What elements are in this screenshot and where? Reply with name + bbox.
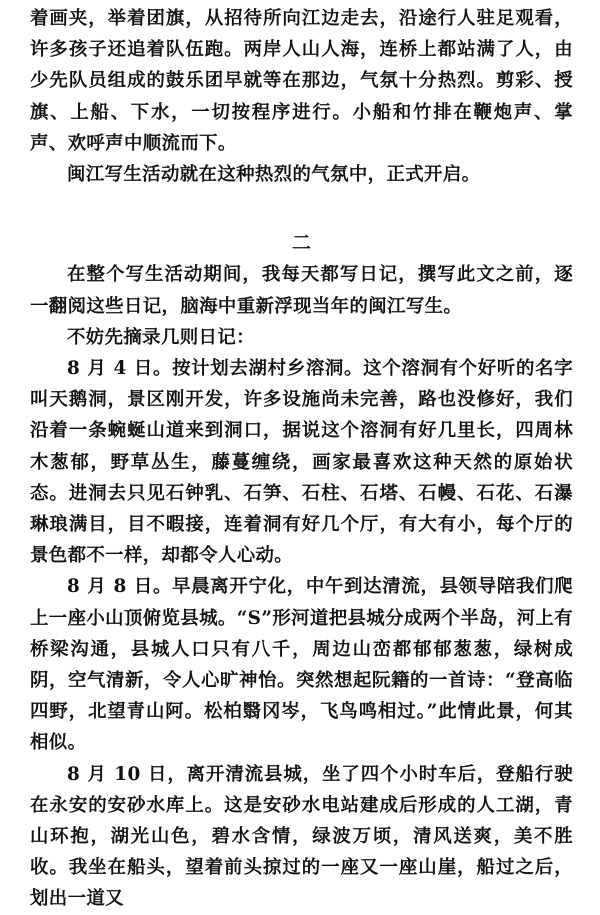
paragraph-3: 在整个写生活动期间，我每天都写日记，撰写此文之前，逐一翻阅这些日记，脑海中重新浮现当年的闽江写生。: [30, 264, 573, 317]
paragraph-4: 不妨先摘录几则日记：: [67, 326, 255, 348]
section-heading: 二: [291, 232, 311, 255]
section-spacer: [30, 190, 573, 228]
paragraph-1: 着画夹，举着团旗，从招待所向江边走去，沿途行人驻足观看，许多孩子还追着队伍跑。两岸人山人海，连桥上都站满了人，由少先队员组成的鼓乐团早就等在那边，气氛十分热烈。剪彩、授旗、上船、下水，一切按程序进行。小船和竹排在鞭炮声、掌声、欢呼声中顺流而下。: [30, 8, 573, 154]
paragraph-6: 8 月 8 日。早晨离开宁化，中午到达清流，县领导陪我们爬上一座小山顶俯览县城。“S”形河道把县城分成两个半岛，河上有桥梁沟通，县城人口只有八千，周边山峦都郁郁葱葱，绿树成阴，空气清新，令人心旷神怡。突然想起阮籍的一首诗：“登高临四野，北望青山阿。松柏翳冈岑，飞鸟鸣相过。”此情此景，何其相似。: [30, 576, 573, 754]
paragraph-7: 8 月 10 日，离开清流县城，坐了四个小时车后，登船行驶在永安的安砂水库上。这是安砂水电站建成后形成的人工湖，青山环抱，湖光山色，碧水含情，绿波万顷，清风送爽，美不胜收。我坐在船头，望着前头掠过的一座又一座山崖，船过之后，划出一道又: [30, 763, 573, 910]
paragraph-5: 8 月 4 日。按计划去湖村乡溶洞。这个溶洞有个好听的名字叫天鹅洞，景区刚开发，许多设施尚未完善，路也没修好，我们沿着一条蜿蜒山道来到洞口，据说这个溶洞有好几里长，四周林木葱郁，野草丛生，藤蔓缠绕，画家最喜欢这种天然的原始状态。进洞去只见石钟乳、石笋、石柱、石塔、石幔、石花、石瀑琳琅满目，目不暇接，连着洞有好几个厅，有大有小，每个厅的景色都不一样，却都令人心动。: [30, 358, 573, 567]
paragraph-2: 闽江写生活动就在这种热烈的气氛中，正式开启。: [67, 164, 481, 186]
document-page: [30, 3, 573, 915]
